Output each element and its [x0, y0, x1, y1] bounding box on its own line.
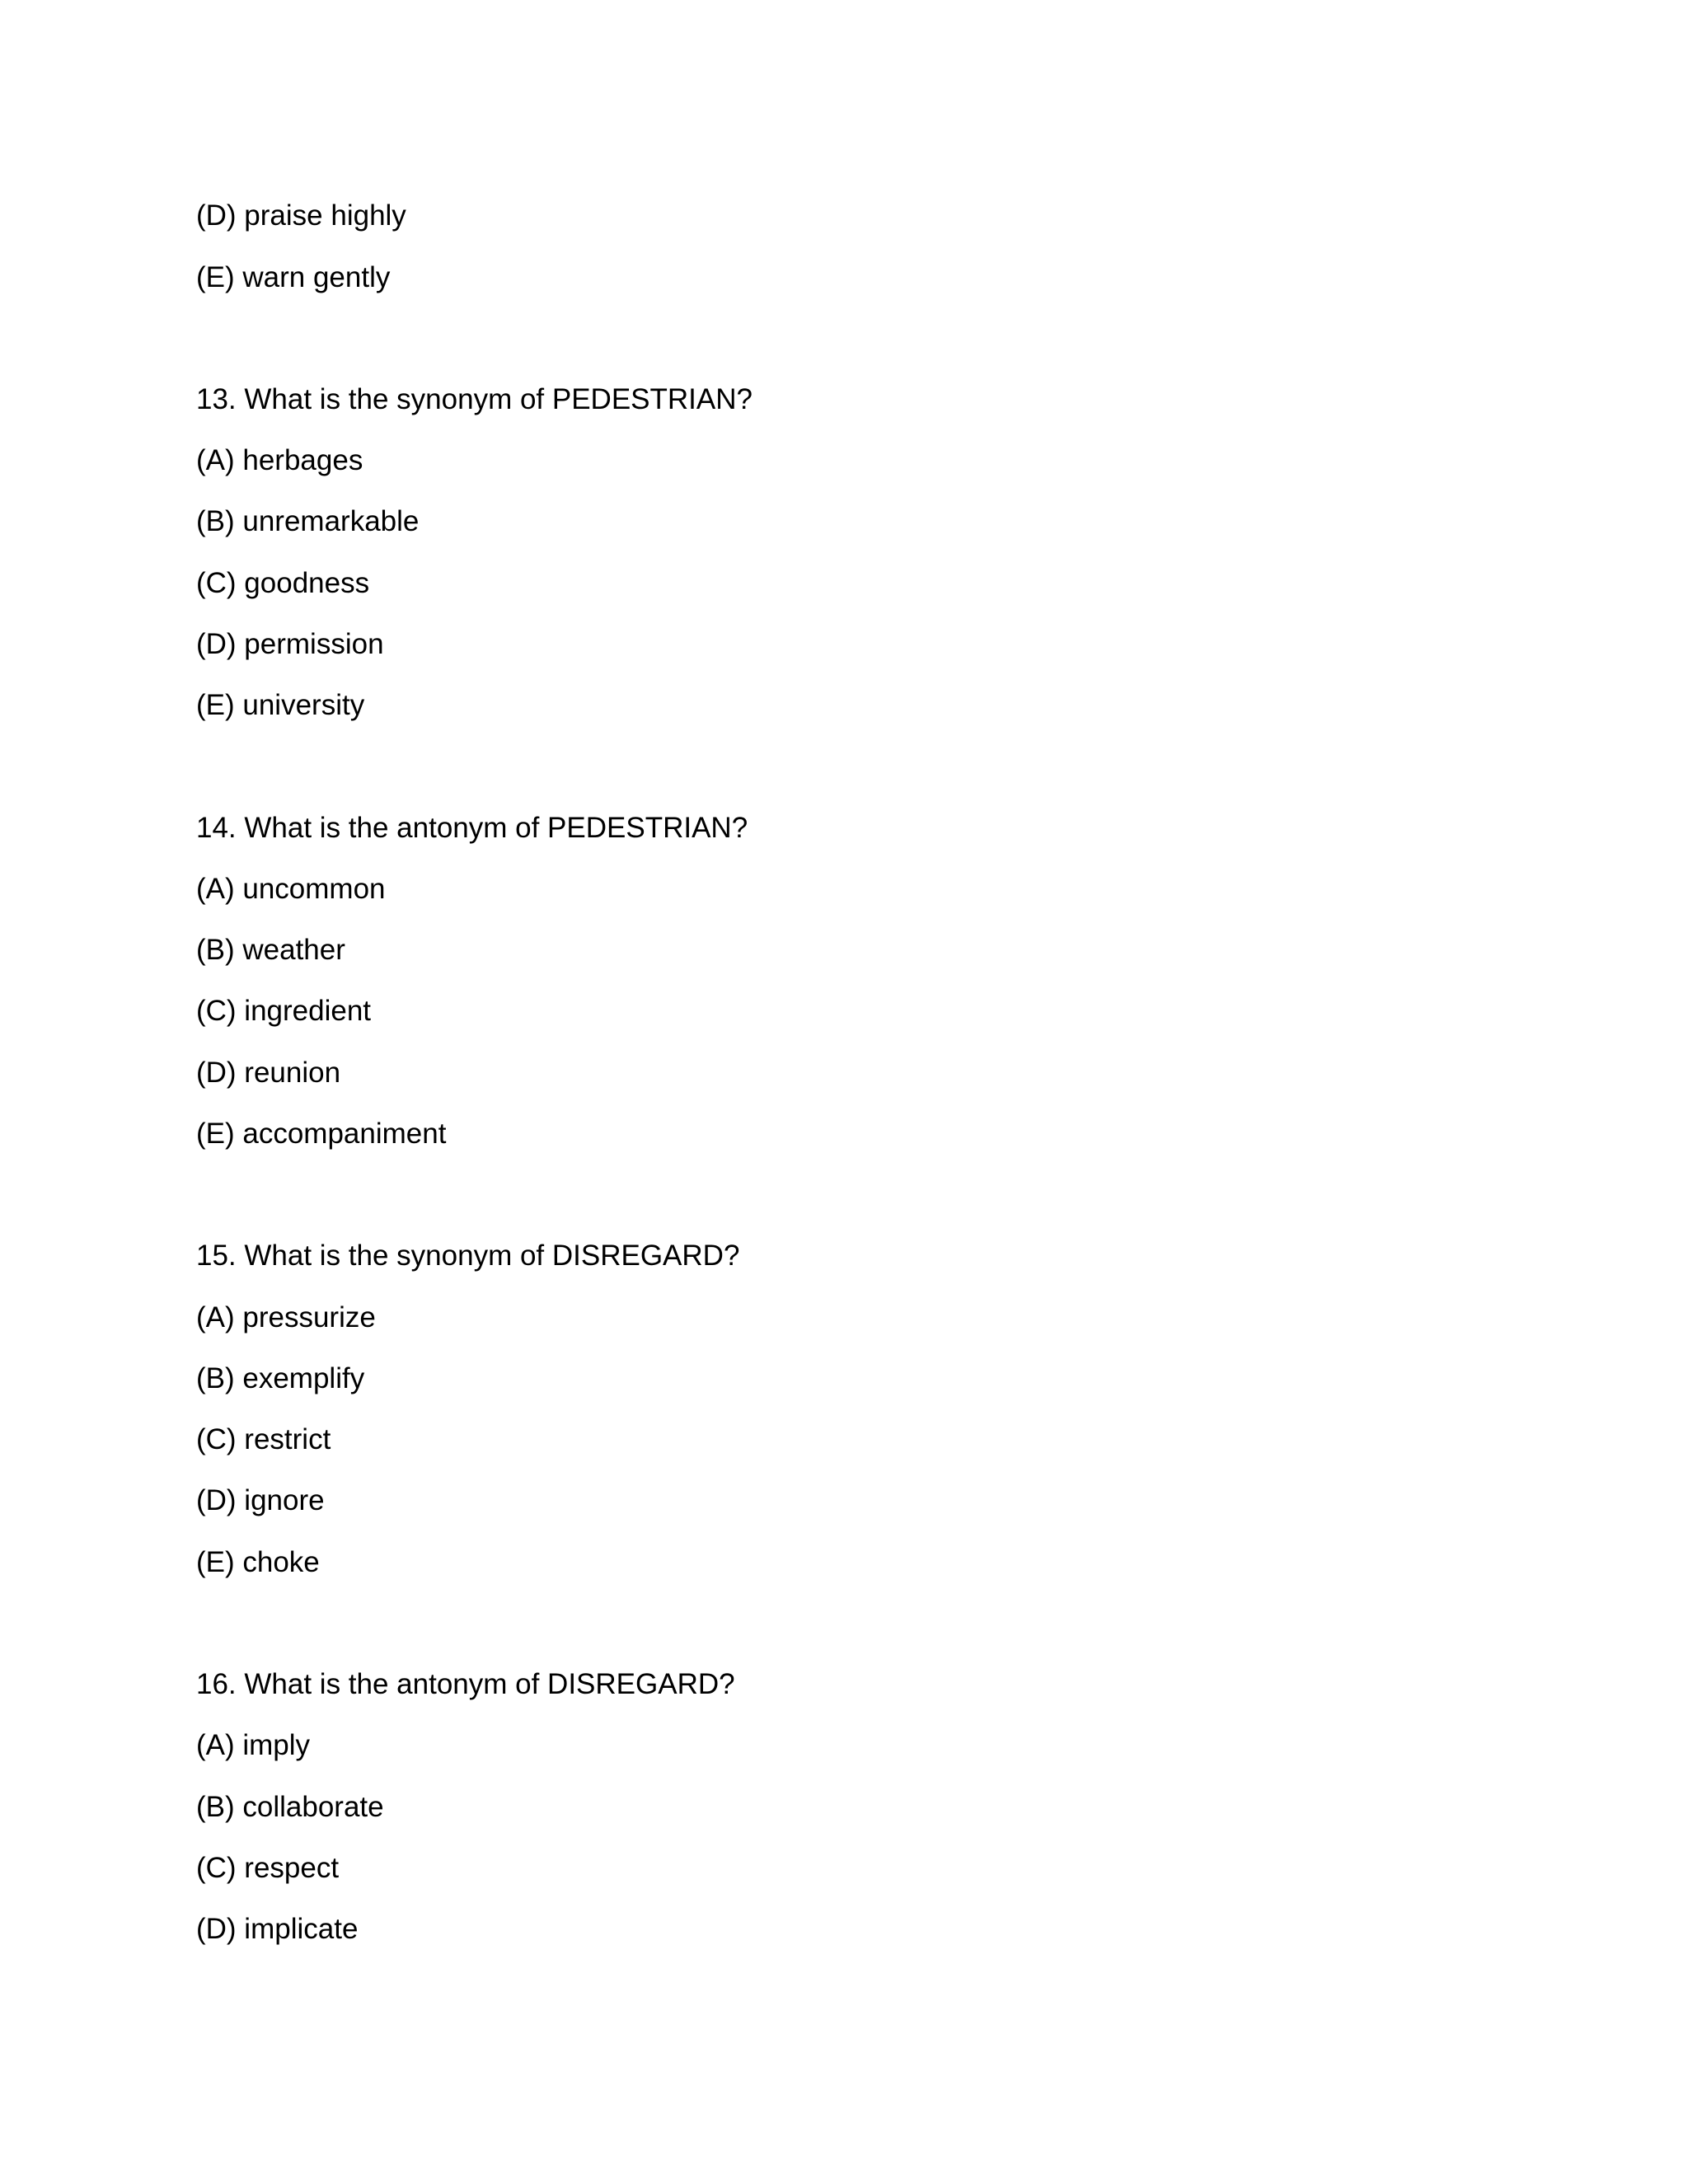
question-prompt: 14. What is the antonym of PEDESTRIAN?	[196, 812, 748, 844]
option-text: (E) accompaniment	[196, 1118, 447, 1150]
option-text: (C) goodness	[196, 567, 370, 599]
option-text: (E) warn gently	[196, 261, 391, 293]
question-prompt: 15. What is the synonym of DISREGARD?	[196, 1240, 740, 1272]
option-text: (A) imply	[196, 1729, 311, 1761]
option-text: (E) university	[196, 689, 365, 721]
option-text: (A) uncommon	[196, 873, 386, 905]
question-prompt: 13. What is the synonym of PEDESTRIAN?	[196, 383, 753, 415]
option-text: (D) praise highly	[196, 199, 406, 232]
option-text: (D) implicate	[196, 1913, 359, 1945]
option-text: (D) reunion	[196, 1057, 341, 1089]
option-text: (B) unremarkable	[196, 505, 420, 537]
option-text: (C) respect	[196, 1852, 340, 1884]
option-text: (A) herbages	[196, 444, 363, 476]
question-prompt: 16. What is the antonym of DISREGARD?	[196, 1668, 735, 1700]
option-text: (E) choke	[196, 1546, 320, 1578]
option-text: (B) exemplify	[196, 1362, 365, 1394]
option-text: (A) pressurize	[196, 1301, 376, 1333]
option-text: (D) ignore	[196, 1484, 325, 1516]
option-text: (B) weather	[196, 934, 345, 966]
option-text: (D) permission	[196, 628, 384, 660]
option-text: (C) ingredient	[196, 995, 372, 1027]
option-text: (C) restrict	[196, 1423, 331, 1455]
option-text: (B) collaborate	[196, 1791, 384, 1823]
